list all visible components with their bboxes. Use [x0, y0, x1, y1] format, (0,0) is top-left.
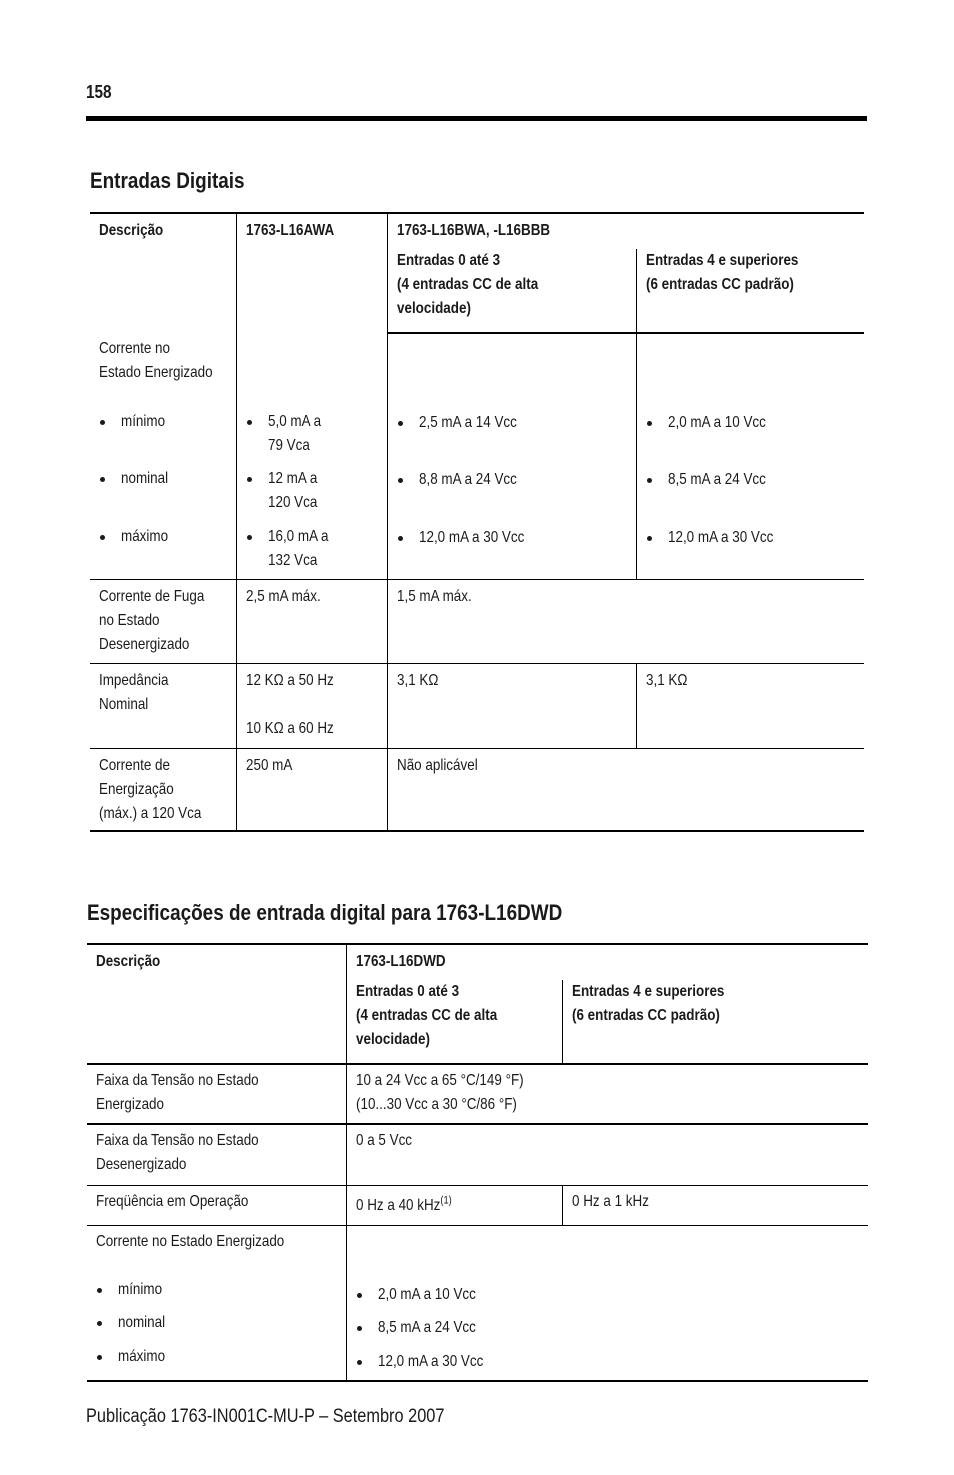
- cell-corrente-energizado-2: 2,0 mA a 10 Vcc 8,5 mA a 24 Vcc 12,0 mA a 30 Vcc: [346, 1225, 868, 1381]
- row-label-corrente-energizado-2: Corrente no Estado Energizado mínimo nominal máximo: [87, 1225, 346, 1381]
- table-row: [87, 1124, 868, 1185]
- cell-bwa-corrente-energizacao: Não aplicável: [387, 748, 864, 831]
- cell-frequencia-0-3: 0 Hz a 40 kHz$^{(1)}$: [346, 1185, 562, 1225]
- table-row: [90, 663, 864, 748]
- row-label-corrente-energizado: Corrente no Estado Energizado mínimo nominal máximo: [90, 333, 236, 579]
- row-label-corrente-energizacao: Corrente de Energização (máx.) a 120 Vca: [90, 748, 236, 831]
- table-row: [90, 579, 864, 663]
- cell-bwa-4-up-corrente-energizado: 2,0 mA a 10 Vcc 8,5 mA a 24 Vcc 12,0 mA a 30 Vcc: [636, 333, 864, 579]
- section-title-entradas-digitais: Entradas Digitais: [90, 168, 245, 193]
- cell-frequencia-4-up: 0 Hz a 1 kHz: [562, 1185, 868, 1225]
- cell-bwa-0-3-impedancia: 3,1 KΩ: [387, 663, 636, 748]
- subheader-dwd-inputs-0-3: Entradas 0 até 3 (4 entradas CC de alta velocidade): [346, 980, 562, 1064]
- cell-awa-corrente-energizado: 5,0 mA a 79 Vca 12 mA a 120 Vca 16,0 mA a 132 Vca: [236, 333, 387, 579]
- footnote-ref: (1): [439, 1194, 452, 1207]
- cell-faixa-desenergizado: 0 a 5 Vcc: [346, 1124, 868, 1185]
- header-rule: [86, 116, 867, 121]
- header-l16awa: 1763-L16AWA: [236, 213, 387, 333]
- row-label-corrente-fuga: Corrente de Fuga no Estado Desenergizado: [90, 579, 236, 663]
- header-l16dwd: 1763-L16DWD: [346, 944, 868, 980]
- cell-bwa-0-3-corrente-energizado: 2,5 mA a 14 Vcc 8,8 mA a 24 Vcc 12,0 mA a 30 Vcc: [387, 333, 636, 579]
- header-descricao: Descrição: [99, 222, 164, 239]
- subheader-inputs-0-3: Entradas 0 até 3 (4 entradas CC de alta velocidade): [387, 249, 636, 333]
- page-number: 158: [86, 82, 112, 102]
- digital-inputs-table: [90, 212, 864, 832]
- subheader-inputs-4-up: Entradas 4 e superiores (6 entradas CC padrão): [636, 249, 864, 333]
- row-label-faixa-desenergizado: Faixa da Tensão no Estado Desenergizado: [87, 1124, 346, 1185]
- section-title-l16dwd: Especificações de entrada digital para 1763-L16DWD: [87, 900, 563, 925]
- cell-faixa-energizado: 10 a 24 Vcc a 65 °C/149 °F) (10...30 Vcc a 30 °C/86 °F): [346, 1064, 868, 1124]
- subheader-dwd-inputs-4-up: Entradas 4 e superiores (6 entradas CC padrão): [562, 980, 868, 1064]
- table-row: [90, 333, 864, 579]
- cell-awa-impedancia: 12 KΩ a 50 Hz 10 KΩ a 60 Hz: [236, 663, 387, 748]
- cell-bwa-4-up-impedancia: 3,1 KΩ: [636, 663, 864, 748]
- row-label-impedancia: Impedância Nominal: [90, 663, 236, 748]
- cell-bwa-corrente-fuga: 1,5 mA máx.: [387, 579, 864, 663]
- table-row: [87, 1064, 868, 1124]
- cell-awa-corrente-energizacao: 250 mA: [236, 748, 387, 831]
- table-row: [87, 1185, 868, 1225]
- publication-footer: Publicação 1763-IN001C-MU-P – Setembro 2007: [86, 1406, 445, 1427]
- cell-awa-corrente-fuga: 2,5 mA máx.: [236, 579, 387, 663]
- row-label-faixa-energizado: Faixa da Tensão no Estado Energizado: [87, 1064, 346, 1124]
- row-label-frequencia: Freqüência em Operação: [87, 1185, 346, 1225]
- table-row: [90, 748, 864, 831]
- table-row: [87, 1225, 868, 1381]
- header-descricao-2: Descrição: [96, 953, 161, 970]
- header-l16bwa: 1763-L16BWA, -L16BBB: [387, 213, 864, 249]
- l16dwd-inputs-table: [87, 943, 868, 1382]
